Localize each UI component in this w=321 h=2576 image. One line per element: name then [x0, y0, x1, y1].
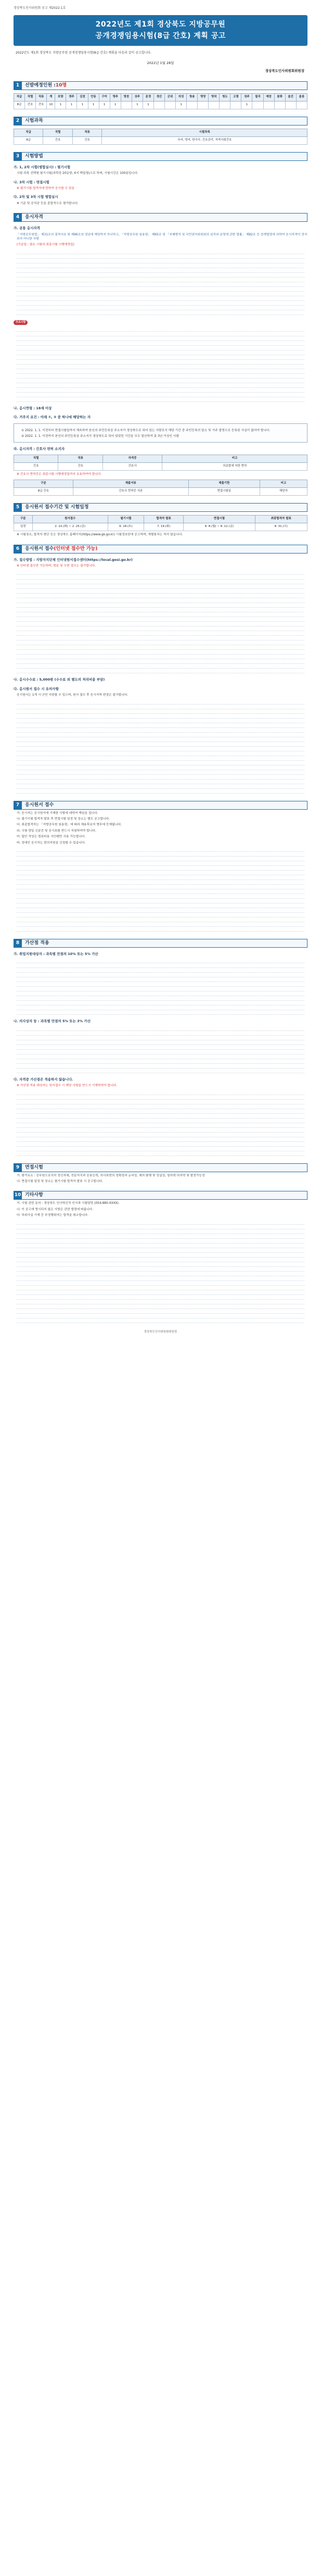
- apply-fee: 나. 응시수수료 : 5,000원 (수수료 외 별도의 처리비용 부담): [14, 677, 105, 682]
- method-item-2-desc: ※ 필기시험 합격자에 한하여 응시할 수 있음: [17, 186, 75, 190]
- bonus-note: ※ 가산점 적용 대상자는 원서접수 시 해당 사항을 반드시 기재하여야 합니다.: [17, 1084, 118, 1088]
- qual-common-note: (기준일 : 필요 시험의 최종시험 시행예정일): [17, 243, 74, 247]
- subjects-header-cell: 직급: [14, 129, 43, 136]
- document-cell: 해당자: [260, 488, 307, 496]
- recruit-header-cell: 영천: [121, 93, 132, 101]
- document-header-cell: 제출기한: [188, 480, 260, 488]
- footer-org: 경상북도인사위원회위원장: [144, 1330, 177, 1334]
- text-block: [14, 1026, 307, 1073]
- section-interview-header: [14, 1163, 307, 1172]
- recruit-header-cell: 예천: [263, 93, 274, 101]
- recruit-cell: [252, 101, 263, 109]
- schedule-header-cell: 구분: [14, 516, 33, 523]
- subjects-header-cell: 직류: [72, 129, 101, 136]
- schedule-header-cell: 면접시험: [184, 516, 255, 523]
- recruit-header-cell: 직렬: [25, 93, 36, 101]
- schedule-table: [14, 515, 307, 531]
- recruit-cell: [230, 101, 241, 109]
- license-row: [14, 462, 307, 470]
- recruit-header-cell: 안동: [88, 93, 99, 101]
- recruit-header-cell: 문경: [143, 93, 153, 101]
- title-banner: [14, 15, 307, 46]
- section-title: 응시원서 접수 (인터넷 접수만 가능): [22, 545, 307, 554]
- section-title: 기타사항: [22, 1191, 307, 1200]
- schedule-header-cell: 합격자 발표: [144, 516, 184, 523]
- document-row: [14, 488, 307, 496]
- subjects-cell: 국어, 영어, 한국사, 간호관리, 지역사회간호: [102, 136, 307, 144]
- title-line-1: 2022년도 제1회 경상북도 지방공무원: [95, 20, 226, 29]
- section-subjects-header: [14, 117, 307, 125]
- recruit-header-cell: 영덕: [209, 93, 220, 101]
- subjects-cell: 간호: [72, 136, 101, 144]
- qual-common-desc: 「지방공무원법」 제31조의 결격사유 및 제66조의 정년에 해당하지 아니하고, 「지방공무원 임용령」 제65조 및 「부패방지 및 국민권익위원회의 설치와 운영에 관한 법률」 제82조 등 관계법령에 의하여 응시자격이 정지되지 아니한 사람: [17, 233, 307, 241]
- general-note-b: 나. 필기시험 합격자 발표 후 면접시험 일정 및 장소는 별도 공고합니다.: [17, 818, 110, 821]
- recruit-cell: 1: [143, 101, 153, 109]
- section-title: 선발예정인원 : 10명: [22, 81, 307, 90]
- general-note-c: 다. 최종합격자는 「지방공무원 임용령」에 따라 채용후보자 명부에 등재됩니다.: [17, 823, 122, 827]
- license-header-cell: 자격증: [102, 455, 162, 463]
- recruit-header-cell: 성주: [241, 93, 252, 101]
- recruit-cell: 10: [47, 101, 55, 109]
- text-block: [14, 847, 307, 932]
- license-table: [14, 455, 307, 471]
- recruit-table: [14, 93, 307, 109]
- recruit-cell: 1: [241, 101, 252, 109]
- section-number: 5: [14, 503, 22, 512]
- license-cell: 의료법에 의한 면허: [162, 462, 307, 470]
- recruit-cell: 1: [88, 101, 99, 109]
- section-number: 9: [14, 1163, 22, 1172]
- recruit-cell: [187, 101, 198, 109]
- section-number: 8: [14, 939, 22, 948]
- recruit-cell: [121, 101, 132, 109]
- section-number: 10: [14, 1191, 22, 1200]
- section-number: 3: [14, 152, 22, 161]
- section-number: 1: [14, 81, 22, 90]
- recruit-header-cell: 포항: [55, 93, 66, 101]
- subjects-cell: 간호: [43, 136, 72, 144]
- recruit-header-cell: 계: [47, 93, 55, 101]
- document-header-cell: 비고: [260, 480, 307, 488]
- section-title: 가산점 적용: [22, 939, 307, 948]
- method-item-2: 나. 3차 시험 : 면접시험: [14, 180, 49, 184]
- general-note-a: 가. 응시자는 응시원서에 기재한 사항에 대하여 책임을 집니다.: [17, 811, 98, 815]
- recruit-cell: 1: [77, 101, 88, 109]
- method-item-3-desc: ※ 기준 및 공직관 등을 종합적으로 평가합니다.: [17, 202, 79, 205]
- section-qualification-header: [14, 213, 307, 222]
- qual-license-title: 라. 응시자격 : 간호사 면허 소지자: [14, 446, 65, 451]
- method-item-1-desc: 시험 과목 선택형 필기시험(과목당 20문항, 4지 택일형)으로 하며, 시험시간은 100분입니다.: [17, 172, 138, 175]
- schedule-row: [14, 523, 307, 531]
- recruit-cell: 1: [132, 101, 143, 109]
- qual-age-title: 나. 응시연령 : 18세 이상: [14, 406, 52, 410]
- schedule-header-cell: 최종합격자 발표: [255, 516, 307, 523]
- qual-residence-title: 다. 거주지 요건 : 아래 ①, ② 중 하나에 해당하는 자: [14, 415, 91, 420]
- recruit-table-header: [14, 93, 307, 101]
- schedule-cell: 8. 31.(수): [255, 523, 307, 531]
- recruit-cell: [164, 101, 175, 109]
- document-cell: 간호사 면허증 사본: [73, 488, 188, 496]
- general-note-e: 마. 답안 작성은 컴퓨터용 사인펜만 사용 가능합니다.: [17, 835, 86, 839]
- section-etc-header: [14, 1191, 307, 1200]
- text-block: [14, 700, 307, 794]
- section-title: 면접시험: [22, 1163, 307, 1172]
- publication-date: 2022년 1월 28일: [147, 60, 174, 65]
- notice-number: 경상북도인사위원회 공고 제2022-1호: [14, 6, 66, 10]
- schedule-header-cell: 필기시험: [108, 516, 144, 523]
- section-number: 6: [14, 545, 22, 554]
- subjects-header-cell: 직렬: [43, 129, 72, 136]
- recruit-header-cell: 청도: [220, 93, 230, 101]
- text-block: [14, 249, 307, 315]
- section-subtitle: (인터넷 접수만 가능): [54, 546, 98, 551]
- recruit-header-cell: 직류: [36, 93, 47, 101]
- recruit-cell: [153, 101, 164, 109]
- apply-caution-title: 다. 응시원서 접수 시 유의사항: [14, 686, 59, 691]
- schedule-note: ※ 시험장소, 합격자 명단 등은 경상북도 홈페이지(https://www.gb.go.kr) 시험정보란에 공고하며, 개별통지는 하지 않습니다.: [17, 533, 183, 537]
- important-badge: 주요사항: [14, 320, 28, 325]
- section-title: 시험방법: [22, 152, 307, 161]
- recruit-cell: [263, 101, 274, 109]
- section-recruit-header: [14, 81, 307, 90]
- recruit-header-cell: 군위: [164, 93, 175, 101]
- recruit-header-cell: 울릉: [296, 93, 307, 101]
- recruit-cell: 8급: [14, 101, 25, 109]
- recruit-header-cell: 경산: [153, 93, 164, 101]
- schedule-cell: 7. 19.(화): [144, 523, 184, 531]
- license-cell: 간호사: [102, 462, 162, 470]
- interview-a: 가. 평가요소 : 공무원으로서의 정신자세, 전문지식과 응용능력, 의사표현의 정확성과 논리성, 예의·품행 및 성실성, 창의력·의지력 및 발전가능성: [17, 1174, 205, 1177]
- recruit-cell: 1: [110, 101, 121, 109]
- method-item-3: 다. 2차 및 3차 시험 병합실시: [14, 195, 58, 199]
- recruit-cell: 간호: [25, 101, 36, 109]
- recruit-header-cell: 의성: [176, 93, 187, 101]
- schedule-cell: 6. 18.(토): [108, 523, 144, 531]
- method-item-1: 가. 1, 2차 시험(병합실시) : 필기시험: [14, 165, 71, 169]
- license-cell: 간호: [14, 462, 58, 470]
- document-header-cell: 구분: [14, 480, 73, 488]
- document-header-cell: 제출서류: [73, 480, 188, 488]
- recruit-header-cell: 김천: [77, 93, 88, 101]
- text-block: [14, 959, 307, 1015]
- section-general-header: [14, 801, 307, 810]
- bonus-a: 가. 취업지원대상자 : 과목별 만점의 10% 또는 5% 가산: [14, 952, 98, 956]
- intro-text: 2022년도 제1회 경상북도 지방공무원 공개경쟁임용시험(8급 간호) 계획을 다음과 같이 공고합니다.: [16, 51, 152, 55]
- section-schedule-header: [14, 503, 307, 512]
- general-note-f: 바. 장애인 응시자는 편의지원을 신청할 수 있습니다.: [17, 841, 86, 845]
- text-block: [14, 570, 307, 673]
- qual-license-desc: ※ 간호사 면허증은 최종시험 시행예정일까지 유효하여야 합니다.: [17, 472, 102, 476]
- schedule-header-cell: 원서접수: [32, 516, 108, 523]
- recruit-row: [14, 101, 307, 109]
- recruit-header-cell: 직급: [14, 93, 25, 101]
- interview-b: 나. 면접시험 일정 및 장소는 필기시험 합격자 발표 시 공고합니다.: [17, 1180, 103, 1184]
- document-cell: 면접시험일: [188, 488, 260, 496]
- recruit-header-cell: 청송: [187, 93, 198, 101]
- section-number: 7: [14, 801, 22, 810]
- residence-option-2: ② 2022. 1. 1. 이전까지 본인의 주민등록상 주소지가 경상북도로 되어 있었던 기간을 모두 합산하여 총 3년 이상인 사람: [21, 435, 179, 438]
- recruit-cell: 1: [176, 101, 187, 109]
- recruit-cell: [296, 101, 307, 109]
- recruit-header-cell: 구미: [99, 93, 110, 101]
- recruit-header-cell: 고령: [230, 93, 241, 101]
- schedule-cell: 2. 22.(화) ~ 2. 25.(금): [32, 523, 108, 531]
- recruit-header-cell: 봉화: [274, 93, 285, 101]
- recruit-cell: [209, 101, 220, 109]
- section-number: 2: [14, 117, 22, 125]
- subjects-row: [14, 136, 307, 144]
- recruit-cell: [285, 101, 296, 109]
- subjects-table: [14, 129, 307, 145]
- etc-a: 가. 시험 관련 문의 : 경상북도 인사혁신처 인사과 시험담당 (054-880-XXXX): [17, 1202, 119, 1205]
- apply-method: 가. 접수방법 : 지방자치단체 인터넷원서접수센터(https://local.gosi.go.kr): [14, 557, 133, 562]
- recruit-cell: 1: [99, 101, 110, 109]
- subjects-header-cell: 시험과목: [102, 129, 307, 136]
- license-header-cell: 비고: [162, 455, 307, 463]
- etc-b: 나. 이 공고에 명시되지 않은 사항은 관련 법령에 따릅니다.: [17, 1208, 94, 1211]
- recruit-header-cell: 상주: [132, 93, 143, 101]
- license-header-cell: 직렬: [14, 455, 58, 463]
- section-bonus-header: [14, 939, 307, 948]
- schedule-cell: 8. 8.(월) ~ 8. 12.(금): [184, 523, 255, 531]
- subjects-cell: 8급: [14, 136, 43, 144]
- recruit-cell: [198, 101, 209, 109]
- qual-common-title: 가. 공통 응시자격: [14, 226, 40, 231]
- apply-method-note: ※ 인터넷 접수만 가능하며, 방문 및 우편 접수는 불가합니다.: [17, 564, 96, 568]
- bonus-b: 나. 의사상자 등 : 과목별 만점의 5% 또는 3% 가산: [14, 1019, 91, 1024]
- residence-box: [14, 423, 307, 443]
- residence-option-1: ① 2022. 1. 1. 이전부터 면접시험일까지 계속하여 본인의 주민등록상 주소지가 경상북도로 되어 있는 사람로서 해당 기간 중 주민등록의 말소 및 거주 불명으로 등록된 사실이 없어야 합니다.: [21, 429, 271, 432]
- license-header-cell: 직류: [58, 455, 102, 463]
- section-title: 응시원서 접수기간 및 시험일정: [22, 503, 307, 512]
- recruit-cell: 1: [55, 101, 66, 109]
- bonus-c: 다. 자격증 가산점은 적용하지 않습니다.: [14, 1077, 73, 1082]
- recruit-header-cell: 경주: [66, 93, 77, 101]
- text-block: [14, 327, 307, 402]
- schedule-cell: 일정: [14, 523, 33, 531]
- section-title: 시험과목: [22, 117, 307, 125]
- recruit-cell: 1: [66, 101, 77, 109]
- recruit-cell: [220, 101, 230, 109]
- text-block: [14, 1090, 307, 1156]
- apply-caution-desc: 응시원서는 1개 시·군만 지원할 수 있으며, 원서 접수 후 응시지역 변경은 불가합니다.: [17, 694, 129, 697]
- recruit-count: 10명: [55, 82, 67, 88]
- recruit-cell: [274, 101, 285, 109]
- title-line-2: 공개경쟁임용시험(8급 간호) 계획 공고: [95, 31, 226, 40]
- recruit-cell: 간호: [36, 101, 47, 109]
- text-block: [14, 1220, 307, 1323]
- section-number: 4: [14, 213, 22, 222]
- publishing-org: 경상북도인사위원회위원장: [265, 69, 304, 73]
- section-method-header: [14, 152, 307, 161]
- license-cell: 간호: [58, 462, 102, 470]
- section-title: 응시자격: [22, 213, 307, 222]
- document-table: [14, 480, 307, 496]
- etc-c: 다. 허위사실 기재 등 부정행위자는 합격을 취소합니다.: [17, 1214, 88, 1217]
- recruit-header-cell: 울진: [285, 93, 296, 101]
- recruit-header-cell: 영양: [198, 93, 209, 101]
- document-cell: 8급 간호: [14, 488, 73, 496]
- section-title: 응시원서 접수: [22, 801, 307, 810]
- general-note-d: 라. 시험 당일 신분증 및 응시표를 반드시 지참하여야 합니다.: [17, 829, 96, 833]
- recruit-header-cell: 영주: [110, 93, 121, 101]
- recruit-header-cell: 칠곡: [252, 93, 263, 101]
- section-apply-header: [14, 545, 307, 554]
